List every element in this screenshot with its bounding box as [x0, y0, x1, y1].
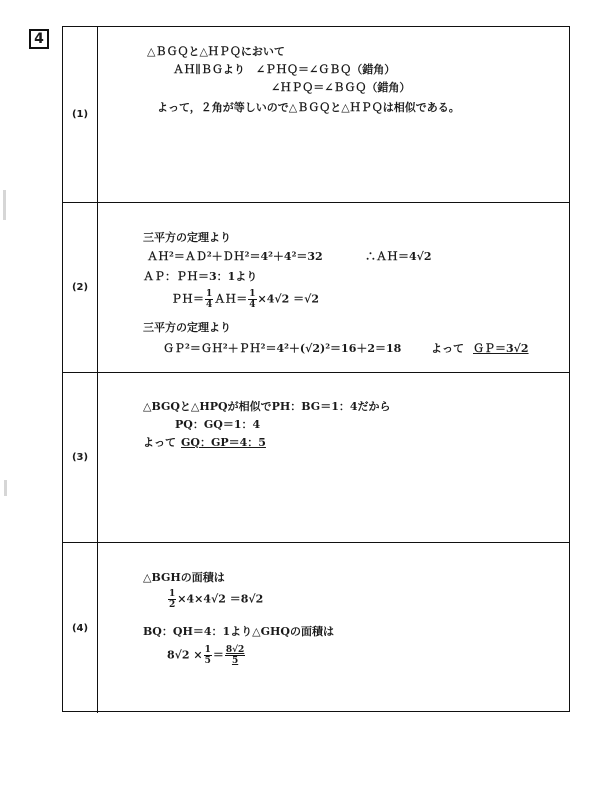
row-label: (4) — [63, 543, 98, 713]
answer-row-4 — [63, 543, 569, 713]
fraction-numerator: 1 — [204, 645, 211, 655]
fraction — [205, 289, 213, 310]
text-segment: ×4√2 ＝√2 — [257, 292, 319, 306]
equation-line — [171, 289, 319, 310]
row-content — [143, 203, 559, 372]
fraction-denominator: 4 — [249, 300, 256, 310]
text-line: △BGQと△HPQが相似でPH：BG＝1：4だから — [143, 400, 391, 413]
fraction-numerator: 1 — [206, 289, 213, 299]
row-label: (1) — [63, 27, 98, 202]
fraction-numerator: 1 — [249, 289, 256, 299]
text-line: ∠ＨＰＱ＝∠ＢＧＱ（錯角） — [271, 81, 411, 94]
answer-row-2 — [63, 203, 569, 373]
row-content — [147, 27, 559, 202]
text-line: 三平方の定理より — [143, 231, 231, 244]
text-line: △ＢＧＱと△ＨＰＱにおいて — [147, 45, 285, 58]
equation-line — [167, 645, 246, 666]
text-segment: 8√2 × — [167, 648, 203, 662]
scan-artifact — [3, 190, 6, 220]
final-answer: GQ：GP＝4：5 — [181, 436, 266, 449]
text-line: よって — [143, 436, 176, 449]
text-line: ＡＰ：ＰＨ＝3：1より — [143, 270, 258, 283]
answer-table — [62, 26, 570, 712]
text-line: PQ：GQ＝1：4 — [175, 418, 261, 431]
fraction-numerator: 1 — [169, 589, 176, 599]
row-label: (3) — [63, 373, 98, 542]
fraction-final-answer — [225, 645, 245, 666]
text-segment: ×4×4√2 ＝8√2 — [177, 592, 264, 606]
text-line: ＡＨ²＝ＡＤ²＋ＤＨ²＝4²＋4²＝32 — [147, 250, 323, 263]
row-content — [143, 373, 559, 542]
text-segment: ＡＨ＝ — [214, 292, 248, 306]
text-line: BQ：QH＝4：1より△GHQの面積は — [143, 625, 334, 638]
text-segment: ＝ — [212, 648, 224, 662]
text-line: ＧＰ²＝ＧＨ²＋ＰＨ²＝4²＋(√2)²＝16＋2＝18 — [163, 342, 402, 355]
answer-row-3 — [63, 373, 569, 543]
fraction — [248, 289, 256, 310]
text-line: ∴ＡＨ＝4√2 — [365, 250, 432, 263]
text-segment: ＰＨ＝ — [171, 292, 204, 306]
text-line: ＡＨ∥ＢＧより ∠ＰＨＱ＝∠ＧＢＱ（錯角） — [173, 63, 396, 76]
fraction — [168, 589, 176, 610]
final-answer: ＧＰ＝3√2 — [473, 342, 529, 355]
question-number-box: 4 — [29, 29, 49, 49]
fraction-denominator: 5 — [231, 656, 239, 666]
fraction-numerator: 8√2 — [225, 645, 245, 655]
fraction-denominator: 4 — [206, 300, 213, 310]
answer-row-1 — [63, 27, 569, 203]
equation-line — [167, 589, 263, 610]
row-content — [143, 543, 559, 713]
text-line: 三平方の定理より — [143, 321, 231, 334]
fraction-denominator: 5 — [204, 656, 211, 666]
text-line: よって — [431, 342, 464, 355]
text-line: よって，２角が等しいので△ＢＧＱと△ＨＰＱは相似である。 — [157, 101, 460, 114]
scan-artifact — [4, 480, 7, 496]
row-label: (2) — [63, 203, 98, 372]
fraction — [204, 645, 212, 666]
text-line: △BGHの面積は — [143, 571, 225, 584]
fraction-denominator: 2 — [169, 600, 176, 610]
